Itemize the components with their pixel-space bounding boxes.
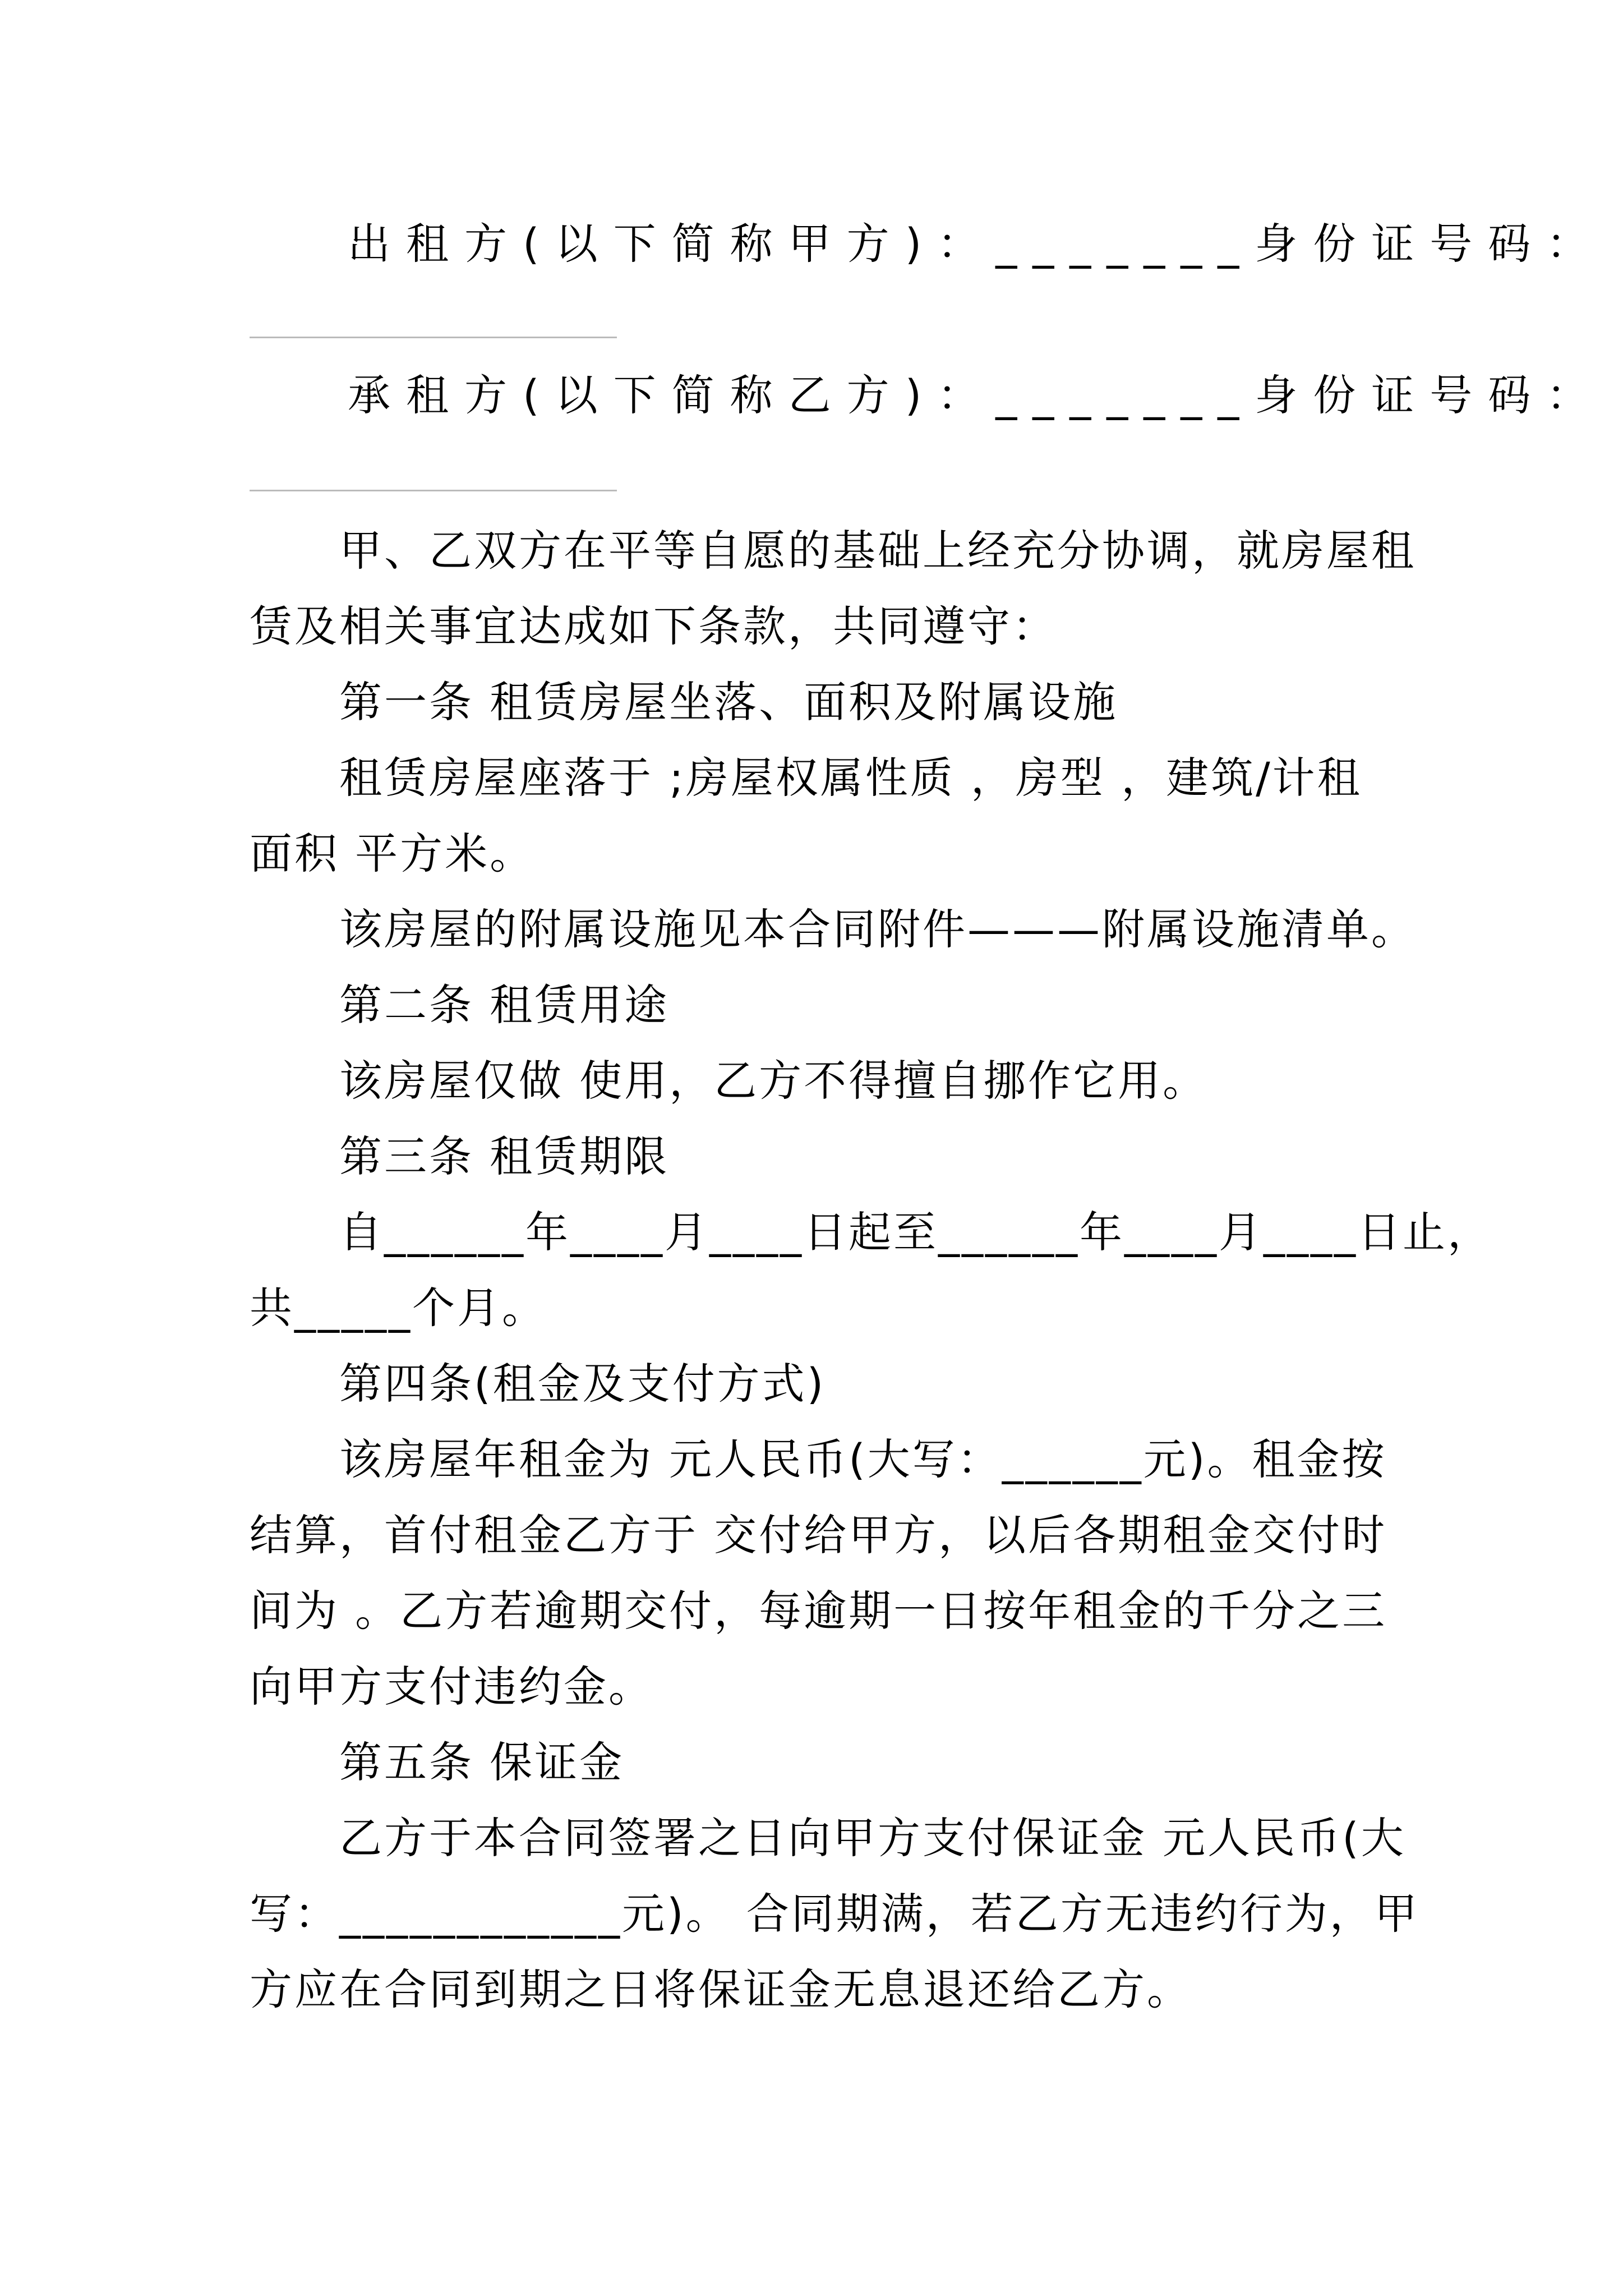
text-line-11: 共_____个月。 (250, 1283, 547, 1333)
text-line-8: 该房屋仅做 使用，乙方不得擅自挪作它用。 (250, 1056, 1208, 1106)
text-line-4: 租赁房屋座落于 ;房屋权属性质 ，房型 ，建筑/计租 (250, 753, 1362, 803)
article-1-heading: 第一条 租赁房屋坐落、面积及附属设施 (250, 677, 1118, 727)
article-4-heading: 第四条(租金及支付方式) (250, 1359, 826, 1409)
lessee-id-blank-line (250, 490, 617, 491)
text-line-6: 该房屋的附属设施见本合同附件———附属设施清单。 (250, 904, 1416, 954)
text-line-16: 向甲方支付违约金。 (250, 1662, 653, 1711)
article-2-heading: 第二条 租赁用途 (250, 980, 670, 1030)
text-line-20: 方应在合同到期之日将保证金无息退还给乙方。 (250, 1964, 1192, 2014)
text-line-1: 甲、乙双方在平等自愿的基础上经充分协调，就房屋租 (250, 526, 1416, 576)
text-line-18: 乙方于本合同签署之日向甲方支付保证金 元人民币(大 (250, 1813, 1406, 1863)
text-line-5: 面积 平方米。 (250, 829, 535, 878)
article-3-heading: 第三条 租赁期限 (250, 1131, 670, 1181)
text-line-19: 写：____________元)。 合同期满，若乙方无违约行为，甲 (250, 1889, 1419, 1939)
text-line-10: 自______年____月____日起至______年____月____日止， (250, 1207, 1492, 1257)
text-line-13: 该房屋年租金为 元人民币(大写：______元)。租金按 (250, 1434, 1387, 1484)
text-line-2: 赁及相关事宜达成如下条款，共同遵守： (250, 601, 1057, 651)
lessee-line: 承租方(以下简称乙方)：_______身份证号码： (348, 370, 1605, 420)
lessor-line: 出租方(以下简称甲方)：_______身份证号码： (348, 219, 1605, 269)
text-line-15: 间为 。乙方若逾期交付，每逾期一日按年租金的千分之三 (250, 1586, 1387, 1636)
article-5-heading: 第五条 保证金 (250, 1737, 625, 1787)
text-line-14: 结算，首付租金乙方于 交付给甲方，以后各期租金交付时 (250, 1510, 1387, 1560)
lessor-id-blank-line (250, 337, 617, 338)
